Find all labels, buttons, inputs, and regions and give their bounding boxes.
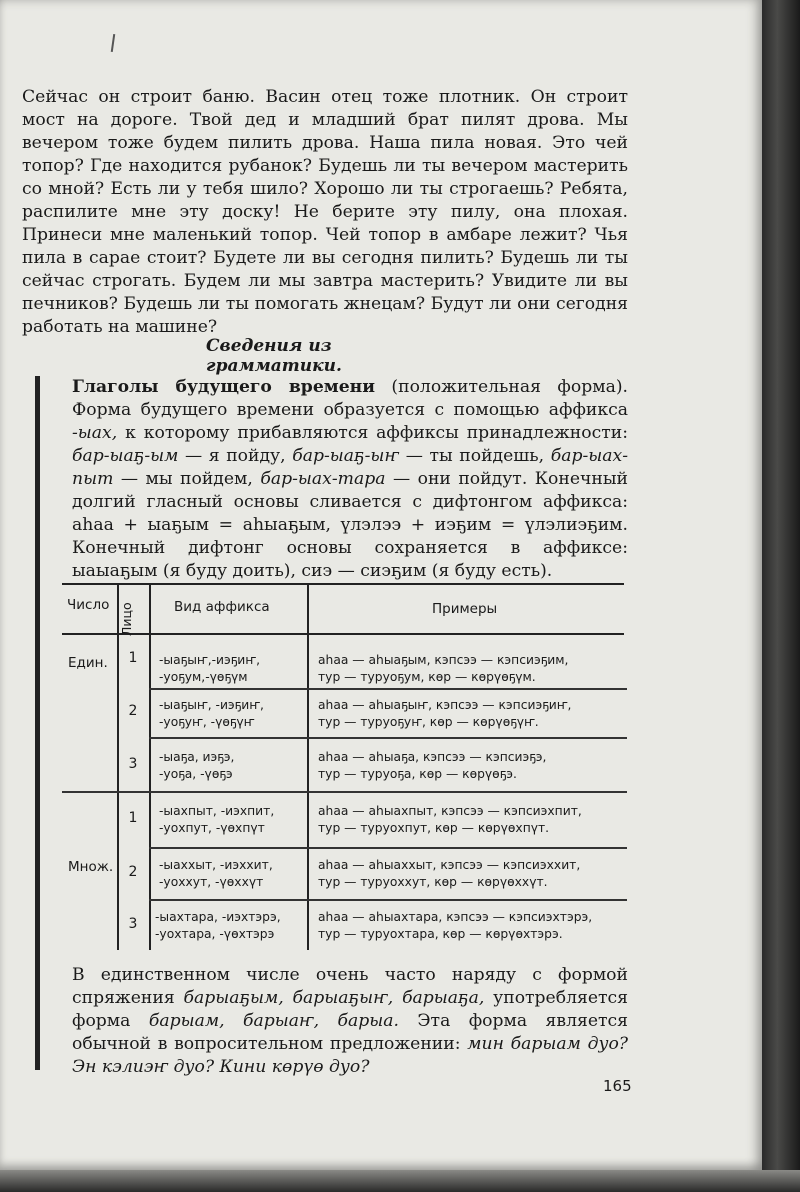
rule-text-5: — мы пойдем, (113, 469, 261, 489)
row-separator (149, 737, 627, 739)
person-cell: 1 (128, 810, 138, 826)
affix-cell (159, 652, 260, 686)
example-line-1: аһаа — аһыаҕыҥ, кэпсээ — кэпсиэҕиҥ, (318, 698, 572, 712)
affix-line-2: -уоҕуҥ, -үөҕүҥ (159, 715, 255, 729)
affix-line-2: -уохтара, -үөхтэрэ (155, 927, 275, 941)
affix-line-1: -ыаҕыҥ, -иэҕиҥ, (159, 698, 264, 712)
person-cell: 1 (128, 650, 138, 666)
person-cell: 3 (128, 756, 138, 772)
example-line-2: тур — туруохпут, көр — көрүөхпүт. (318, 821, 550, 835)
rule-affix: -ыах, (72, 423, 118, 443)
affix-line-1: -ыаҕа, иэҕэ, (159, 750, 235, 764)
usage-example-1: барыаҕым, барыаҕыҥ, барыаҕа, (183, 988, 485, 1008)
table-divider-number (117, 585, 119, 950)
affix-line-1: -ыахпыт, -иэхпит, (159, 804, 275, 818)
rule-text-1: (положительная форма). Форма будущего времени образуется с помощью аффикса (72, 377, 628, 420)
row-separator (149, 847, 627, 849)
example-line-2: тур — туруохтара, көр — көрүөхтэрэ. (318, 927, 563, 941)
table-divider-person (149, 585, 151, 950)
header-number: Число (67, 597, 110, 613)
affix-line-2: -уоҕум,-үөҕүм (159, 670, 248, 684)
rule-title: Глаголы будущего времени (72, 377, 375, 397)
header-examples: Примеры (432, 601, 498, 617)
usage-note-paragraph (72, 964, 628, 1079)
example-cell (318, 652, 568, 686)
grammar-heading: Сведения из грамматики. (206, 336, 342, 376)
header-person: Лицо (119, 602, 134, 636)
usage-text-3: Эта форма является обычной в вопросительном предложении: (72, 1011, 628, 1054)
example-line-1: аһаа — аһыахпыт, кэпсээ — кэпсиэхпит, (318, 804, 582, 818)
person-cell: 2 (128, 864, 138, 880)
rule-text-2: к которому прибавляются аффиксы принадлежности: (117, 423, 628, 443)
table-divider-affix (307, 585, 309, 950)
rule-text-6: — они пойдут. Конечный долгий гласный основы сливается с дифтонгом аффикса: аһаа + ыаҕым = аһыаҕым, үлэлээ + иэҕим = үлэлиэҕим. Конечный дифтонг основы сохраняется в аффиксе: ыаыаҕым (я буду доить), сиэ — сиэҕим (я буду есть). (72, 469, 628, 581)
usage-example-2: барыам, барыаҥ, барыа. (148, 1011, 399, 1031)
affix-line-2: -уоҕа, -үөҕэ (159, 767, 233, 781)
page-number: 165 (603, 1077, 632, 1095)
header-affix: Вид аффикса (174, 599, 270, 615)
example-line-1: аһаа — аһыаххыт, кэпсээ — кэпсиэххит, (318, 858, 581, 872)
usage-text-2: употребляется форма (72, 988, 628, 1031)
grammar-rule-paragraph (72, 376, 628, 583)
affix-line-1: -ыахтара, -иэхтэрэ, (155, 910, 281, 924)
exercise-paragraph: Сейчас он строит баню. Васин отец тоже плотник. Он строит мост на дороге. Твой дед и младший брат пилят дрова. Мы вечером тоже будем пилить дрова. Наша пила новая. Это чей топор? Где находится рубанок? Будешь ли ты вечером мастерить со мной? Есть ли у тебя шило? Хорошо ли ты строгаешь? Ребята, распилите мне эту доску! Не берите эту пилу, она плохая. Принеси мне маленький топор. Чей топор в амбаре лежит? Чья пила в сарае стоит? Будете ли вы сегодня пилить? Будешь ли ты сейчас строгать. Будем ли мы завтра мастерить? Увидите ли вы печников? Будешь ли ты помогать жнецам? Будут ли они сегодня работать на машине? (22, 87, 628, 337)
affix-cell (155, 909, 281, 943)
row-separator (149, 899, 627, 901)
singular-label: Един. (68, 655, 108, 671)
rule-example-4: бар-ыах-тара (260, 469, 386, 489)
rule-example-1: бар-ыаҕ-ым (72, 446, 179, 466)
affix-line-2: -уохпут, -үөхпүт (159, 821, 265, 835)
table-header-rule (62, 633, 624, 635)
affix-cell (159, 803, 274, 837)
example-cell (318, 803, 582, 837)
example-cell (318, 909, 592, 943)
usage-text-1: В единственном числе очень часто наряду с формой спряжения (72, 965, 628, 1008)
side-margin-rule (35, 376, 40, 1070)
affix-cell (159, 697, 264, 731)
usage-example-3: мин барыам дуо? Эн кэлиэҥ дуо? Кини көрүө дуо? (72, 1034, 629, 1077)
example-line-2: тур — туруоҕа, көр — көрүөҕэ. (318, 767, 517, 781)
example-line-1: аһаа — аһыаҕым, кэпсээ — кэпсиэҕим, (318, 653, 569, 667)
pencil-mark (111, 34, 115, 52)
example-cell (318, 857, 580, 891)
plural-label: Множ. (68, 859, 114, 875)
affix-cell (159, 857, 273, 891)
affix-cell (159, 749, 234, 783)
book-bottom-edge (0, 1170, 800, 1192)
example-line-2: тур — туруоҕум, көр — көрүөҕүм. (318, 670, 536, 684)
book-binding-edge (762, 0, 800, 1192)
rule-text-4: — ты пойдешь, (399, 446, 551, 466)
example-cell (318, 697, 571, 731)
affix-line-2: -уоххут, -үөххүт (159, 875, 264, 889)
rule-example-2: бар-ыаҕ-ыҥ (292, 446, 400, 466)
example-line-2: тур — туруоҕуҥ, көр — көрүөҕүҥ. (318, 715, 539, 729)
example-cell (318, 749, 546, 783)
example-line-1: аһаа — аһыахтара, кэпсээ — кэпсиэхтэрэ, (318, 910, 593, 924)
example-line-2: тур — туруоххут, көр — көрүөххүт. (318, 875, 548, 889)
affix-line-1: -ыаҕыҥ,-иэҕиҥ, (159, 653, 260, 667)
person-cell: 2 (128, 703, 138, 719)
rule-text-3: — я пойду, (178, 446, 293, 466)
group-separator (62, 791, 627, 793)
affix-line-1: -ыаххыт, -иэххит, (159, 858, 273, 872)
person-cell: 3 (128, 916, 138, 932)
row-separator (149, 688, 627, 690)
table-top-rule (62, 583, 624, 585)
rule-example-3: бар-ыах-пыт (72, 446, 628, 489)
example-line-1: аһаа — аһыаҕа, кэпсээ — кэпсиэҕэ, (318, 750, 547, 764)
